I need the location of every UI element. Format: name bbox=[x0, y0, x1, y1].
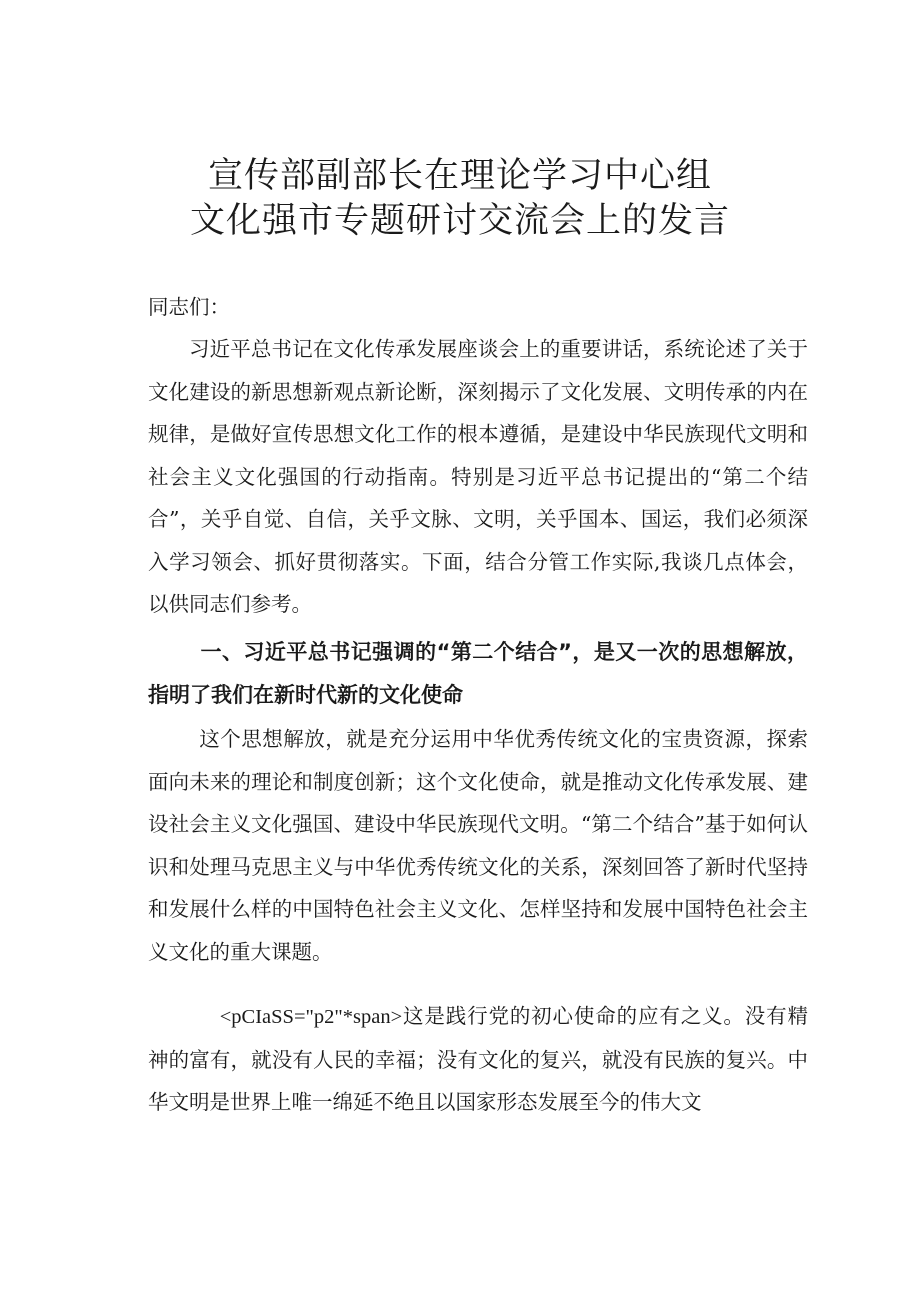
section-heading-1: 一、习近平总书记强调的“第二个结合”，是又一次的思想解放，指明了我们在新时代新的文化使命 bbox=[148, 640, 808, 707]
salutation: 同志们： bbox=[148, 295, 230, 319]
paragraph-mission bbox=[148, 995, 808, 1124]
document-title-line2: 文化强市专题研讨交流会上的发言 bbox=[189, 201, 730, 241]
markup-fragment: <pCIaSS="p2"*span> bbox=[219, 1006, 403, 1028]
paragraph-section1: 这个思想解放，就是充分运用中华优秀传统文化的宝贵资源，探索面向未来的理论和制度创新；这个文化使命，就是推动文化传承发展、建设社会主义文化强国、建设中华民族现代文明。“第二个结合”基于如何认识和处理马克思主义与中华优秀传统文化的关系，深刻回答了新时代坚持和发展什么样的中国特色社会主义文化、怎样坚持和发展中国特色社会主义文化的重大课题。 bbox=[148, 727, 808, 964]
document-title-line1: 宣传部副部长在理论学习中心组 bbox=[207, 156, 712, 196]
paragraph-intro: 习近平总书记在文化传承发展座谈会上的重要讲话，系统论述了关于文化建设的新思想新观点新论断，深刻揭示了文化发展、文明传承的内在规律，是做好宣传思想文化工作的根本遵循，是建设中华民族现代文明和社会主义文化强国的行动指南。特别是习近平总书记提出的“第二个结合”，关乎自觉、自信，关乎文脉、文明，关乎国本、国运，我们必须深入学习领会、抓好贯彻落实。下面，结合分管工作实际,我谈几点体会，以供同志们参考。 bbox=[148, 337, 808, 616]
paragraph-mission-text: 这是践行党的初心使命的应有之义。没有精神的富有，就没有人民的幸福；没有文化的复兴，就没有民族的复兴。中华文明是世界上唯一绵延不绝且以国家形态发展至今的伟大文 bbox=[148, 1004, 808, 1114]
